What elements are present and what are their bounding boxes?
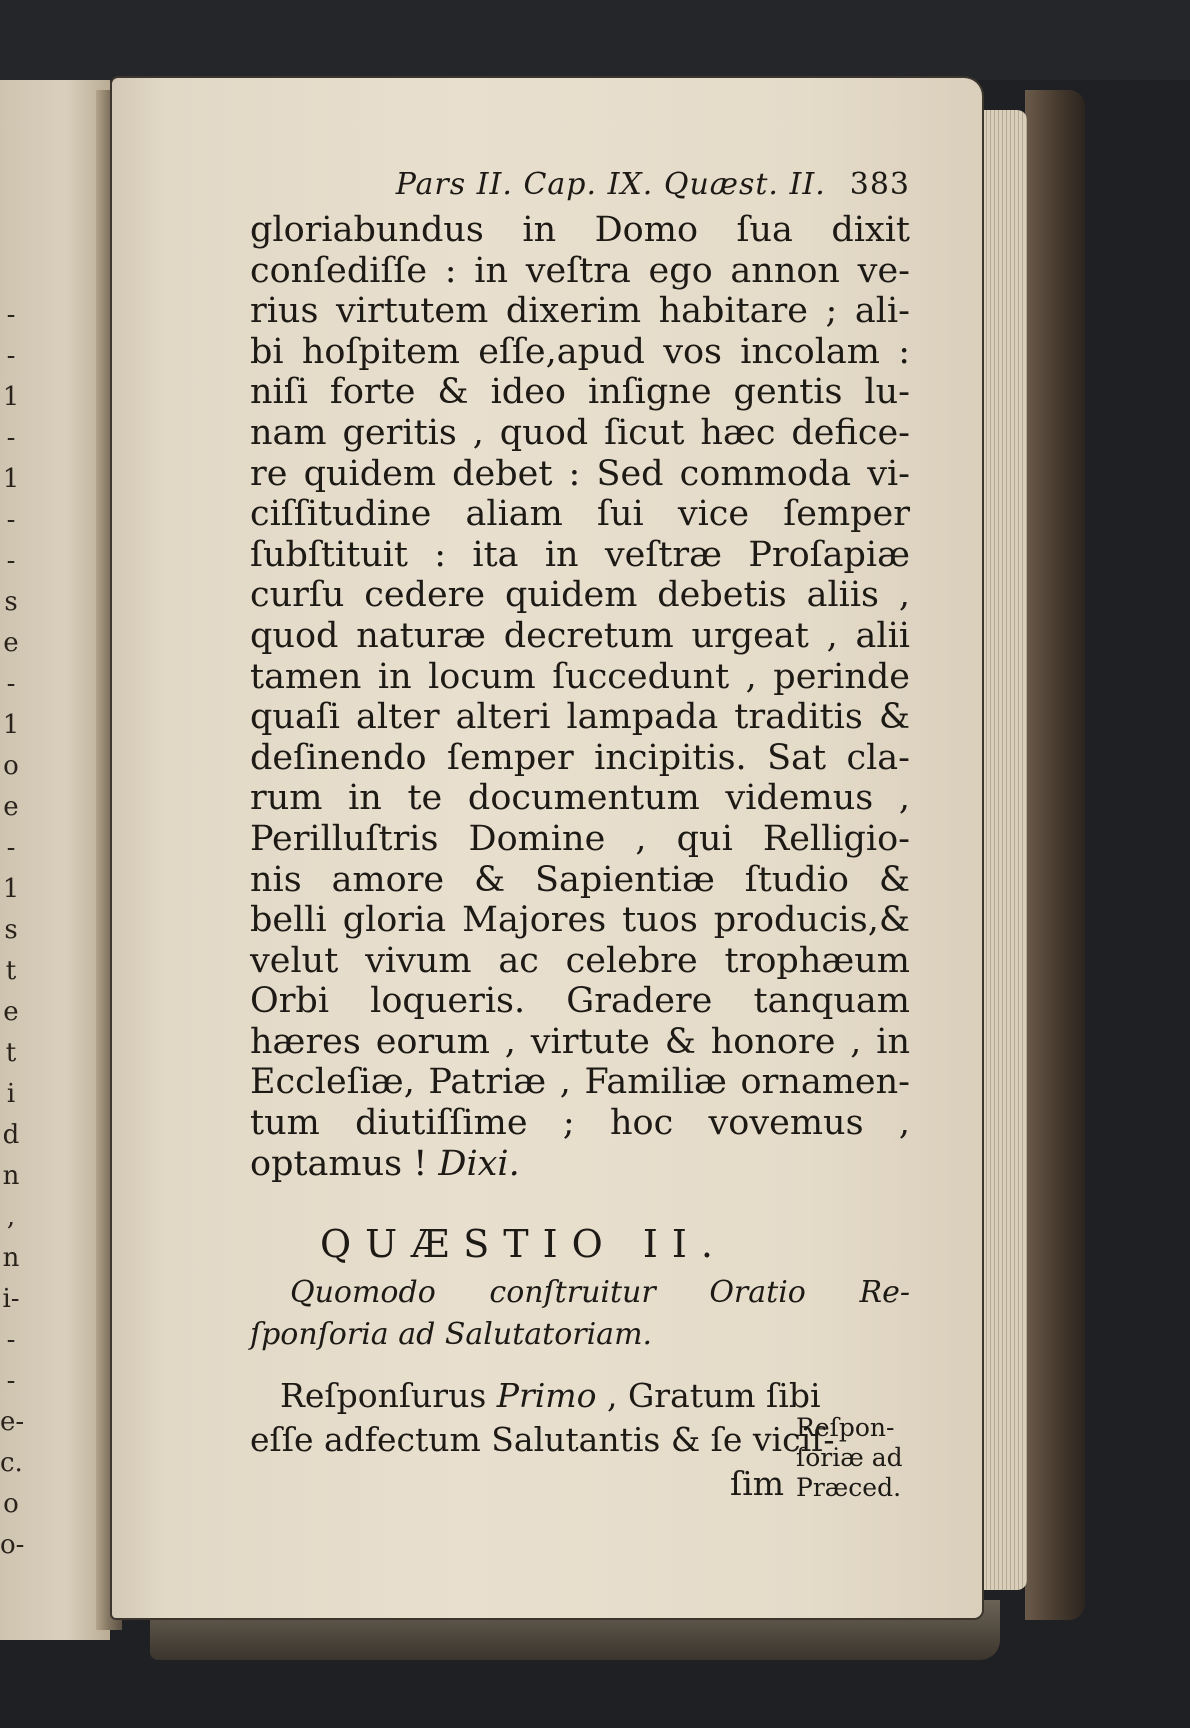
final-line-text: optamus ! bbox=[250, 1143, 439, 1184]
left-page-char: 1 bbox=[2, 382, 20, 412]
page-fore-edge bbox=[975, 110, 1027, 1590]
left-page-char: n bbox=[2, 1243, 20, 1273]
left-page-char: - bbox=[6, 300, 16, 330]
left-page-char: 1 bbox=[2, 710, 20, 740]
text-line: quaſi alter alteri lampada traditis & bbox=[250, 697, 910, 738]
text-line: deſinendo ſemper incipitis. Sat cla- bbox=[250, 737, 910, 778]
left-page-char: - bbox=[6, 423, 16, 453]
running-head bbox=[250, 160, 910, 210]
question-heading: QUÆSTIO II. bbox=[320, 1222, 727, 1267]
left-page-char: - bbox=[6, 669, 16, 699]
question-subtitle-line-2: ſponſoria ad Salutatoriam. bbox=[250, 1317, 653, 1353]
page-number: 383 bbox=[849, 167, 910, 202]
text-line: hæres eorum , virtute & honore , in bbox=[250, 1021, 910, 1062]
text-line: gloriabundus in Domo ſua dixit bbox=[250, 210, 910, 250]
left-page-char: t bbox=[5, 1038, 17, 1068]
text-line: belli gloria Majores tuos producis,& bbox=[250, 900, 910, 941]
left-page-char: 1 bbox=[2, 464, 20, 494]
text-line: velut vivum ac celebre trophæum bbox=[250, 940, 910, 981]
response-line-1 bbox=[250, 1374, 910, 1418]
left-page-char: i- bbox=[2, 1284, 20, 1314]
response-line-1-a: Reſponſurus bbox=[280, 1376, 497, 1416]
response-line-2: eſſe adfectum Salutantis & ſe viciſ- bbox=[250, 1420, 835, 1460]
left-page-char: t bbox=[5, 956, 17, 986]
text-line: Perilluſtris Domine , qui Relligio- bbox=[250, 818, 910, 859]
text-line: niſi forte & ideo inſigne gentis lu- bbox=[250, 372, 910, 413]
text-line: Orbi loqueris. Gradere tanquam bbox=[250, 981, 910, 1022]
left-page-char: , bbox=[6, 1202, 16, 1232]
response-line-3: ſim bbox=[730, 1464, 785, 1504]
left-page-char: - bbox=[6, 833, 16, 863]
response-line-1-italic: Primo bbox=[496, 1376, 597, 1416]
left-page-char: - bbox=[6, 1366, 16, 1396]
text-line: tum diutiſſime ; hoc vovemus , bbox=[250, 1103, 910, 1144]
marginal-note bbox=[796, 1413, 916, 1503]
text-line: bi hoſpitem eſſe,apud vos incolam : bbox=[250, 331, 910, 372]
question-subtitle bbox=[250, 1272, 910, 1356]
final-line-italic: Dixi. bbox=[438, 1143, 520, 1184]
question-subtitle-line-1: Quomodo conſtruitur Oratio Re- bbox=[290, 1275, 910, 1311]
left-page-char: e- bbox=[0, 1407, 25, 1437]
marginal-note-line-2: ſoriæ ad bbox=[796, 1443, 903, 1472]
left-page-char: o bbox=[3, 1489, 19, 1519]
left-page-char: - bbox=[6, 341, 16, 371]
left-page-char: o bbox=[3, 751, 19, 781]
dark-background bbox=[0, 0, 1190, 80]
text-line: nis amore & Sapientiæ ſtudio & bbox=[250, 859, 910, 900]
text-line: rius virtutem dixerim habitare ; ali- bbox=[250, 291, 910, 332]
left-page-char: i bbox=[6, 1079, 16, 1109]
text-line: rum in te documentum videmus , bbox=[250, 778, 910, 819]
left-page-char: d bbox=[2, 1120, 20, 1150]
running-head-title: Pars II. Cap. IX. Quæst. II. bbox=[395, 167, 826, 202]
left-page-char: n bbox=[2, 1161, 20, 1191]
left-page-char: s bbox=[4, 587, 18, 617]
left-page-char: e bbox=[3, 792, 19, 822]
text-line: nam geritis , quod ſicut hæc defice- bbox=[250, 412, 910, 453]
left-page-char: e bbox=[3, 997, 19, 1027]
text-line-final bbox=[250, 1144, 910, 1185]
text-line: ſubſtituit : ita in veſtræ Proſapiæ bbox=[250, 534, 910, 575]
left-page-char: e bbox=[3, 628, 19, 658]
left-page-fragment bbox=[0, 80, 110, 1640]
marginal-note-line-1: Reſpon- bbox=[796, 1413, 895, 1442]
left-page-char: - bbox=[6, 546, 16, 576]
page-text bbox=[250, 160, 910, 1506]
text-line: Eccleſiæ, Patriæ , Familiæ ornamen- bbox=[250, 1062, 910, 1103]
left-page-char: 1 bbox=[2, 874, 20, 904]
left-page-line-ends bbox=[0, 295, 25, 1566]
text-line: tamen in locum ſuccedunt , perinde bbox=[250, 656, 910, 697]
left-page-char: c. bbox=[0, 1448, 23, 1478]
main-paragraph bbox=[250, 210, 910, 1144]
text-line: re quidem debet : Sed commoda vi- bbox=[250, 453, 910, 494]
left-page-char: s bbox=[4, 915, 18, 945]
text-line: ciſſitudine aliam ſui vice ſemper bbox=[250, 494, 910, 535]
marginal-note-line-3: Præced. bbox=[796, 1473, 902, 1502]
book-cover-edge bbox=[1025, 90, 1085, 1620]
text-line: curſu cedere quidem debetis aliis , bbox=[250, 575, 910, 616]
response-line-1-b: , Gratum ſibi bbox=[596, 1376, 821, 1416]
text-line: quod naturæ decretum urgeat , alii bbox=[250, 615, 910, 656]
left-page-char: - bbox=[6, 1325, 16, 1355]
left-page-char: o- bbox=[0, 1530, 25, 1560]
text-line: conſediſſe : in veſtra ego annon ve- bbox=[250, 250, 910, 291]
left-page-char: - bbox=[6, 505, 16, 535]
